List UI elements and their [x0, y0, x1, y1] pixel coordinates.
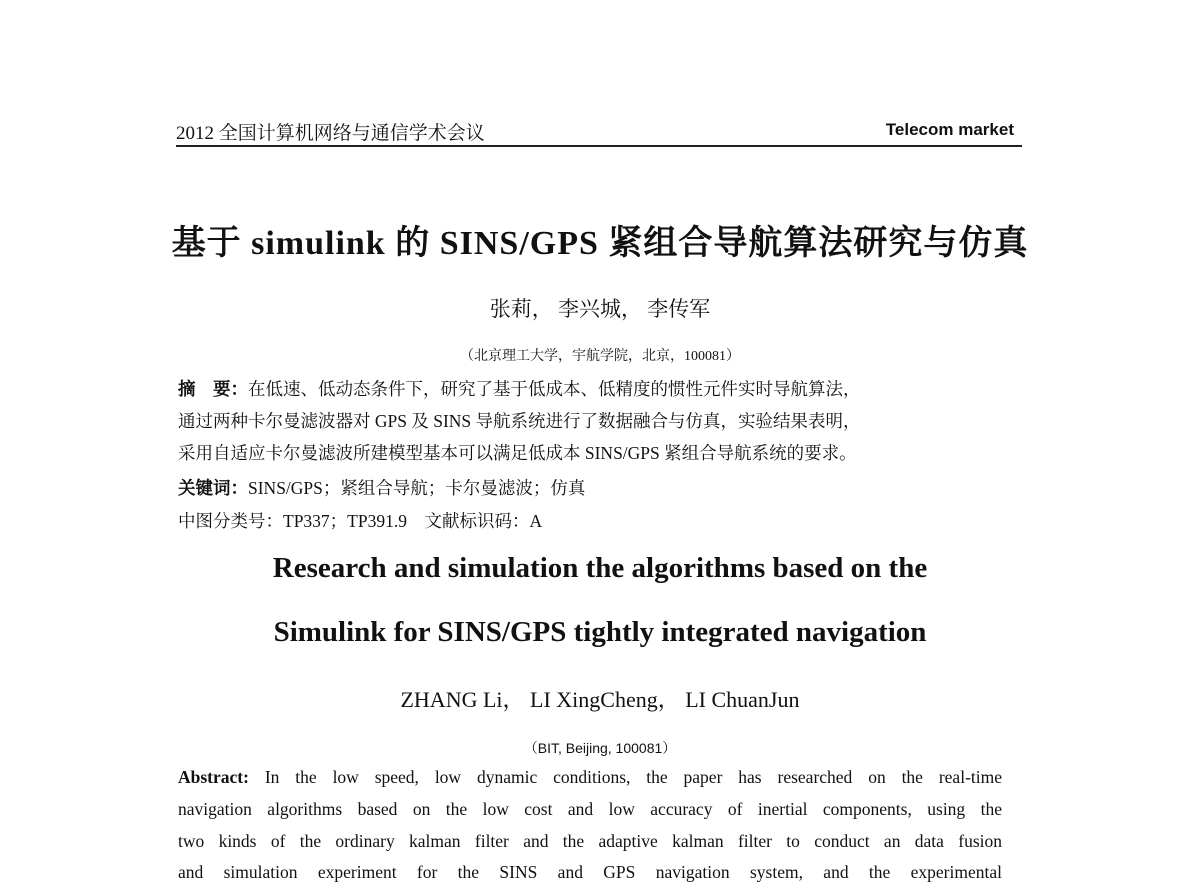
english-abstract-line: and simulation experiment for the SINS and GPS navigation system, and the experimental	[178, 862, 1002, 882]
journal-name: Telecom market	[885, 120, 1014, 139]
english-authors: ZHANG Li， LI XingCheng， LI ChuanJun	[400, 687, 800, 712]
chinese-keywords-text: SINS/GPS；紧组合导航；卡尔曼滤波；仿真	[248, 478, 586, 498]
english-abstract-text: In the low speed, low dynamic conditions, the paper has researched on the real-time	[264, 767, 1002, 787]
chinese-abstract-line: 通过两种卡尔曼滤波器对 GPS 及 SINS 导航系统进行了数据融合与仿真，实验结果表明，	[178, 411, 861, 431]
english-abstract-label: Abstract:	[178, 767, 249, 787]
chinese-authors: 张莉， 李兴城， 李传军	[489, 297, 711, 321]
english-title-line: Simulink for SINS/GPS tightly integrated navigation	[273, 616, 927, 648]
english-affiliation: （BIT, Beijing, 100081）	[523, 740, 677, 756]
english-title-line: Research and simulation the algorithms based on the	[272, 552, 928, 584]
chinese-abstract-text: 在低速、低动态条件下，研究了基于低成本、低精度的惯性元件实时导航算法，	[248, 379, 861, 399]
chinese-keywords-label: 关键词：	[178, 478, 248, 498]
english-abstract-line: two kinds of the ordinary kalman filter and the adaptive kalman filter to conduct an data fusion	[178, 831, 1002, 851]
chinese-title: 基于 simulink 的 SINS/GPS 紧组合导航算法研究与仿真	[171, 225, 1029, 262]
chinese-abstract-line	[178, 376, 861, 401]
english-abstract-line	[178, 767, 1002, 788]
conference-header: 2012 全国计算机网络与通信学术会议	[176, 123, 485, 144]
header-rule	[176, 145, 1022, 147]
chinese-abstract-label: 摘 要：	[178, 379, 248, 399]
chinese-abstract-line: 采用自适应卡尔曼滤波所建模型基本可以满足低成本 SINS/GPS 紧组合导航系统的要求。	[178, 443, 857, 463]
chinese-keywords	[178, 475, 585, 500]
chinese-classification: 中图分类号：TP337；TP391.9 文献标识码：A	[178, 511, 543, 531]
english-abstract-line: navigation algorithms based on the low cost and low accuracy of inertial components, using the	[178, 799, 1002, 819]
chinese-affiliation: （北京理工大学，宇航学院，北京，100081）	[460, 349, 740, 364]
